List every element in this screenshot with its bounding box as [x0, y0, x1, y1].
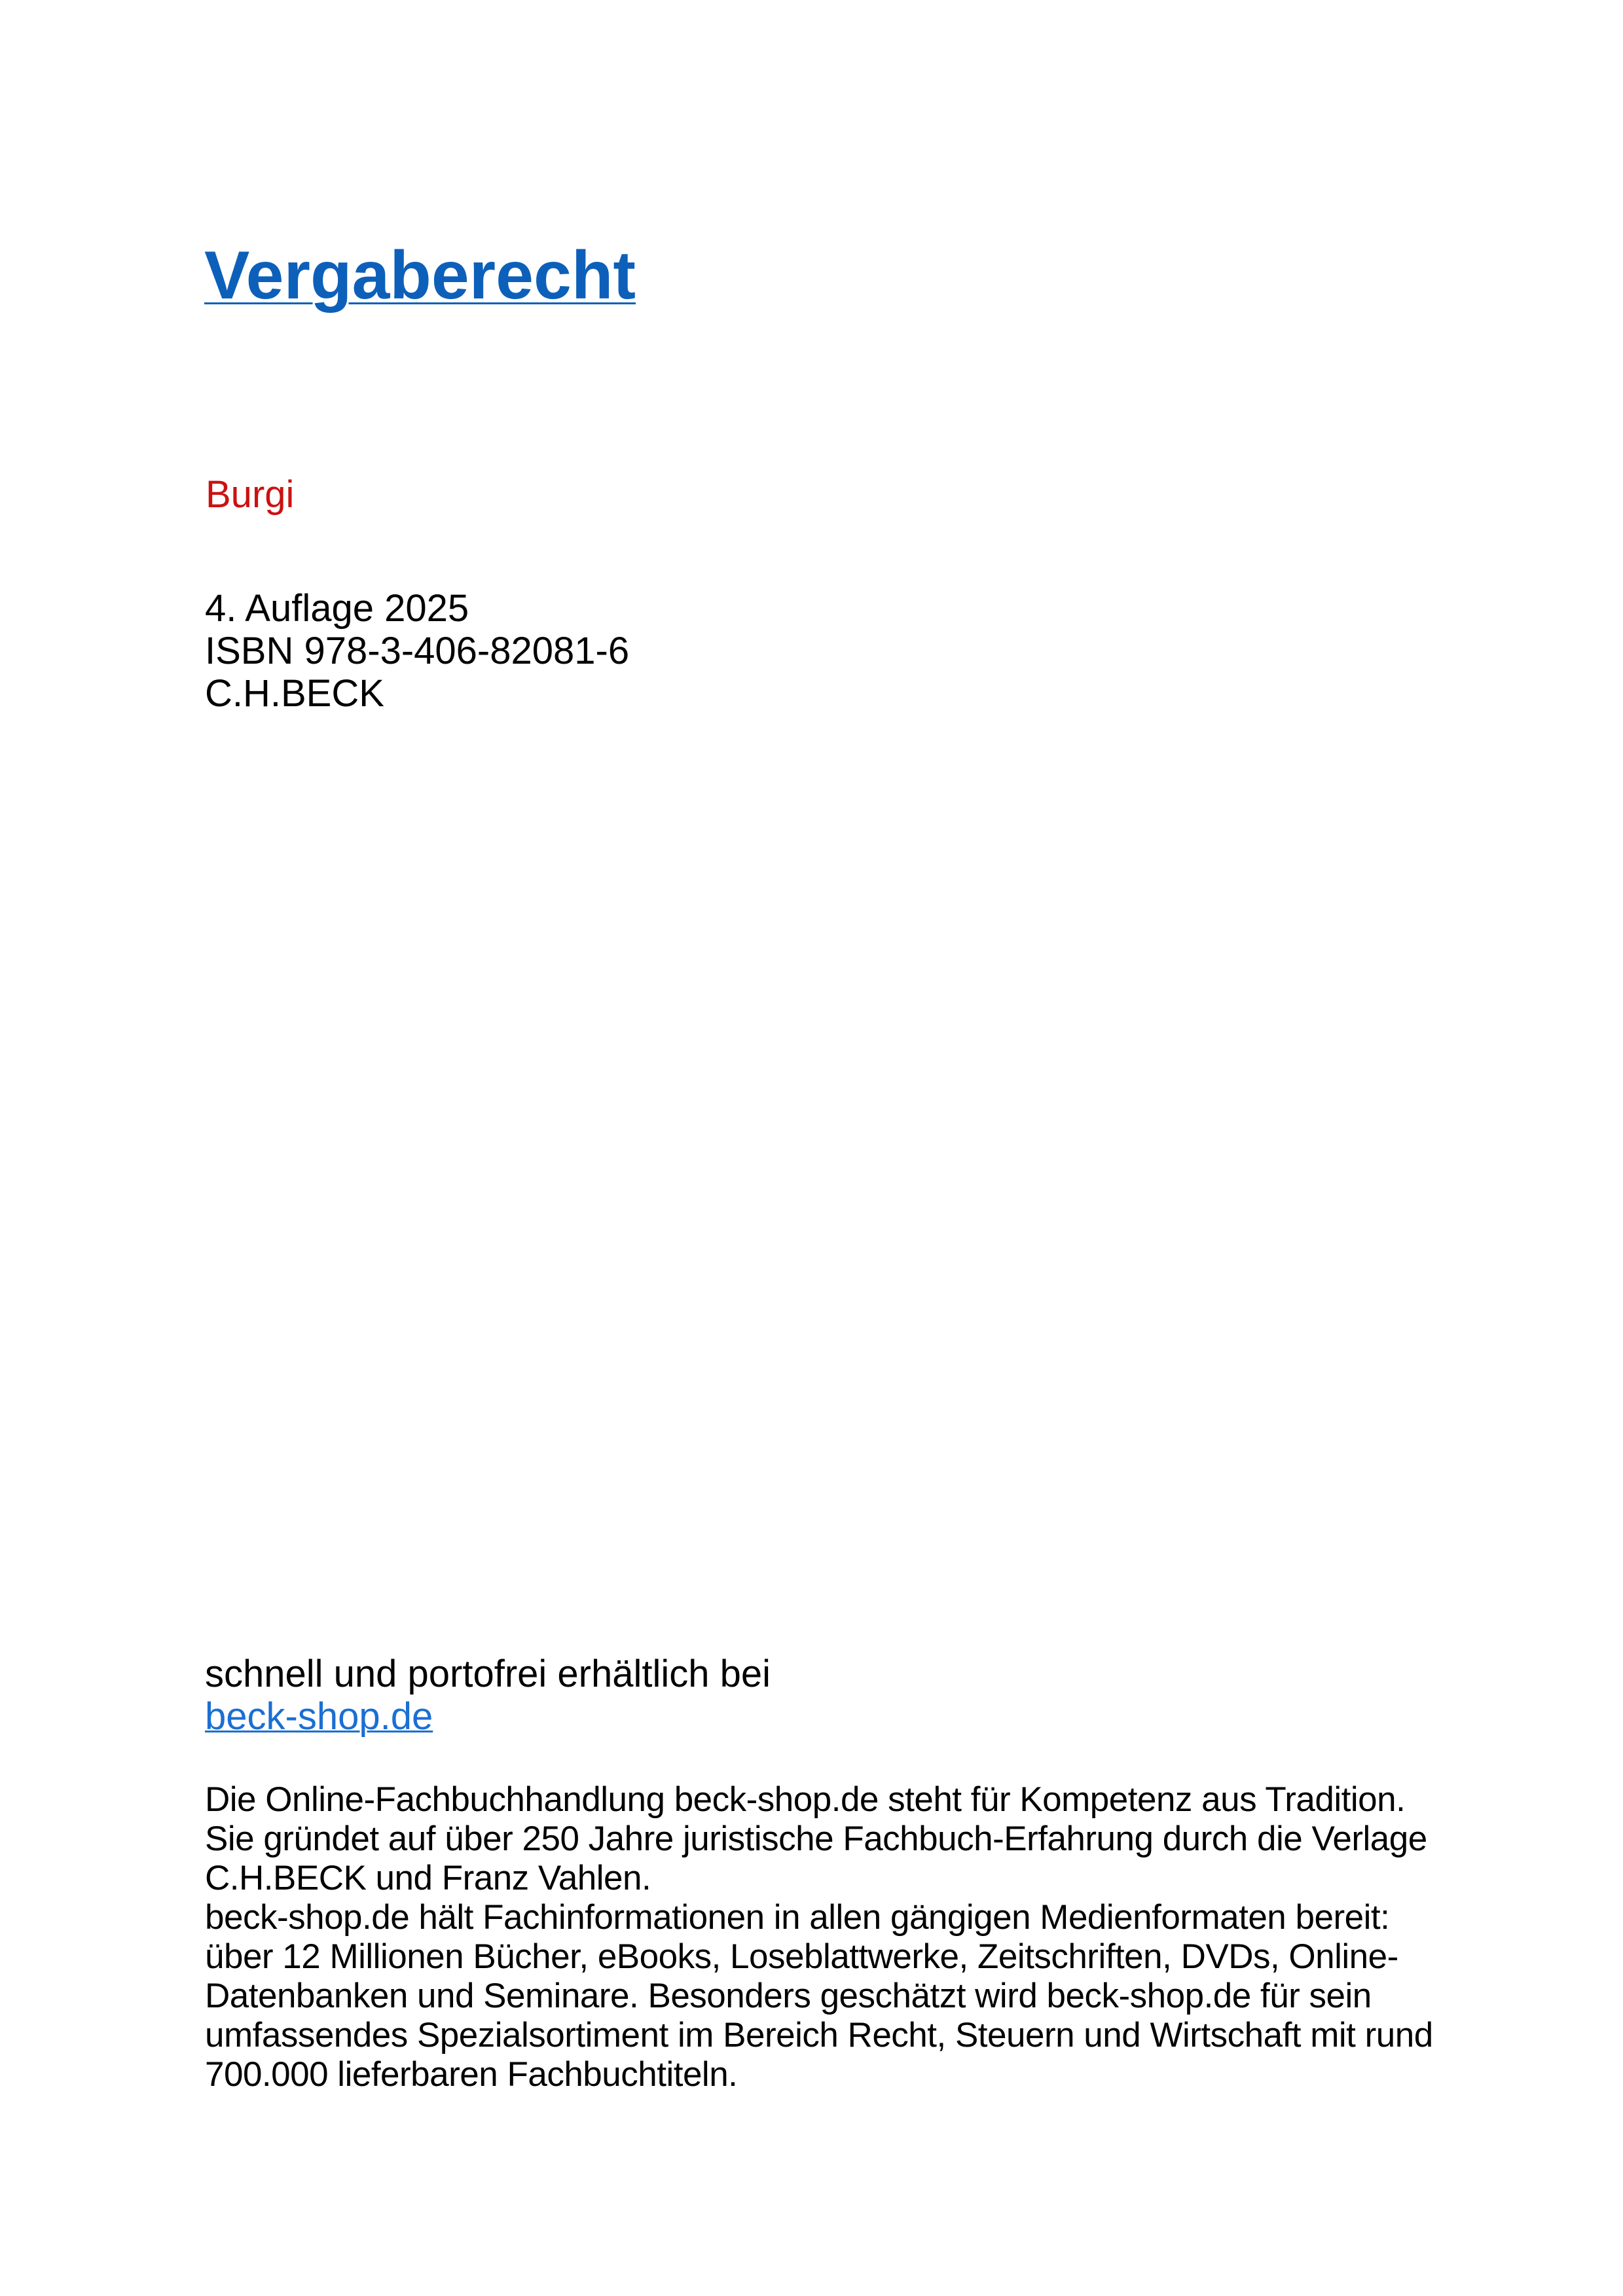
publisher-line: C.H.BECK [205, 672, 384, 715]
isbn-line: ISBN 978-3-406-82081-6 [205, 630, 630, 672]
description-line: Sie gründet auf über 250 Jahre juristische Fachbuch-Erfahrung durch die Verlage [205, 1820, 1427, 1858]
description-line: über 12 Millionen Bücher, eBooks, Loseblattwerke, Zeitschriften, DVDs, Online- [205, 1937, 1398, 1976]
availability-text: schnell und portofrei erhältlich bei [205, 1653, 771, 1695]
edition-info-block [205, 587, 629, 715]
book-title-link[interactable]: Vergaberecht [204, 237, 636, 314]
description-line: Die Online-Fachbuchhandlung beck-shop.de steht für Kompetenz aus Tradition. [205, 1780, 1406, 1819]
author-name: Burgi [206, 473, 295, 516]
beck-shop-link[interactable]: beck-shop.de [205, 1695, 433, 1738]
availability-block [205, 1653, 771, 1738]
shop-description-paragraph [205, 1780, 1433, 2094]
description-line: umfassendes Spezialsortiment im Bereich Recht, Steuern und Wirtschaft mit rund [205, 2016, 1433, 2054]
description-line: C.H.BECK und Franz Vahlen. [205, 1859, 651, 1897]
description-line: Datenbanken und Seminare. Besonders geschätzt wird beck-shop.de für sein [205, 1977, 1372, 2015]
edition-line: 4. Auflage 2025 [205, 587, 469, 630]
description-line: beck-shop.de hält Fachinformationen in allen gängigen Medienformaten bereit: [205, 1898, 1390, 1937]
description-line: 700.000 lieferbaren Fachbuchtiteln. [205, 2055, 738, 2094]
